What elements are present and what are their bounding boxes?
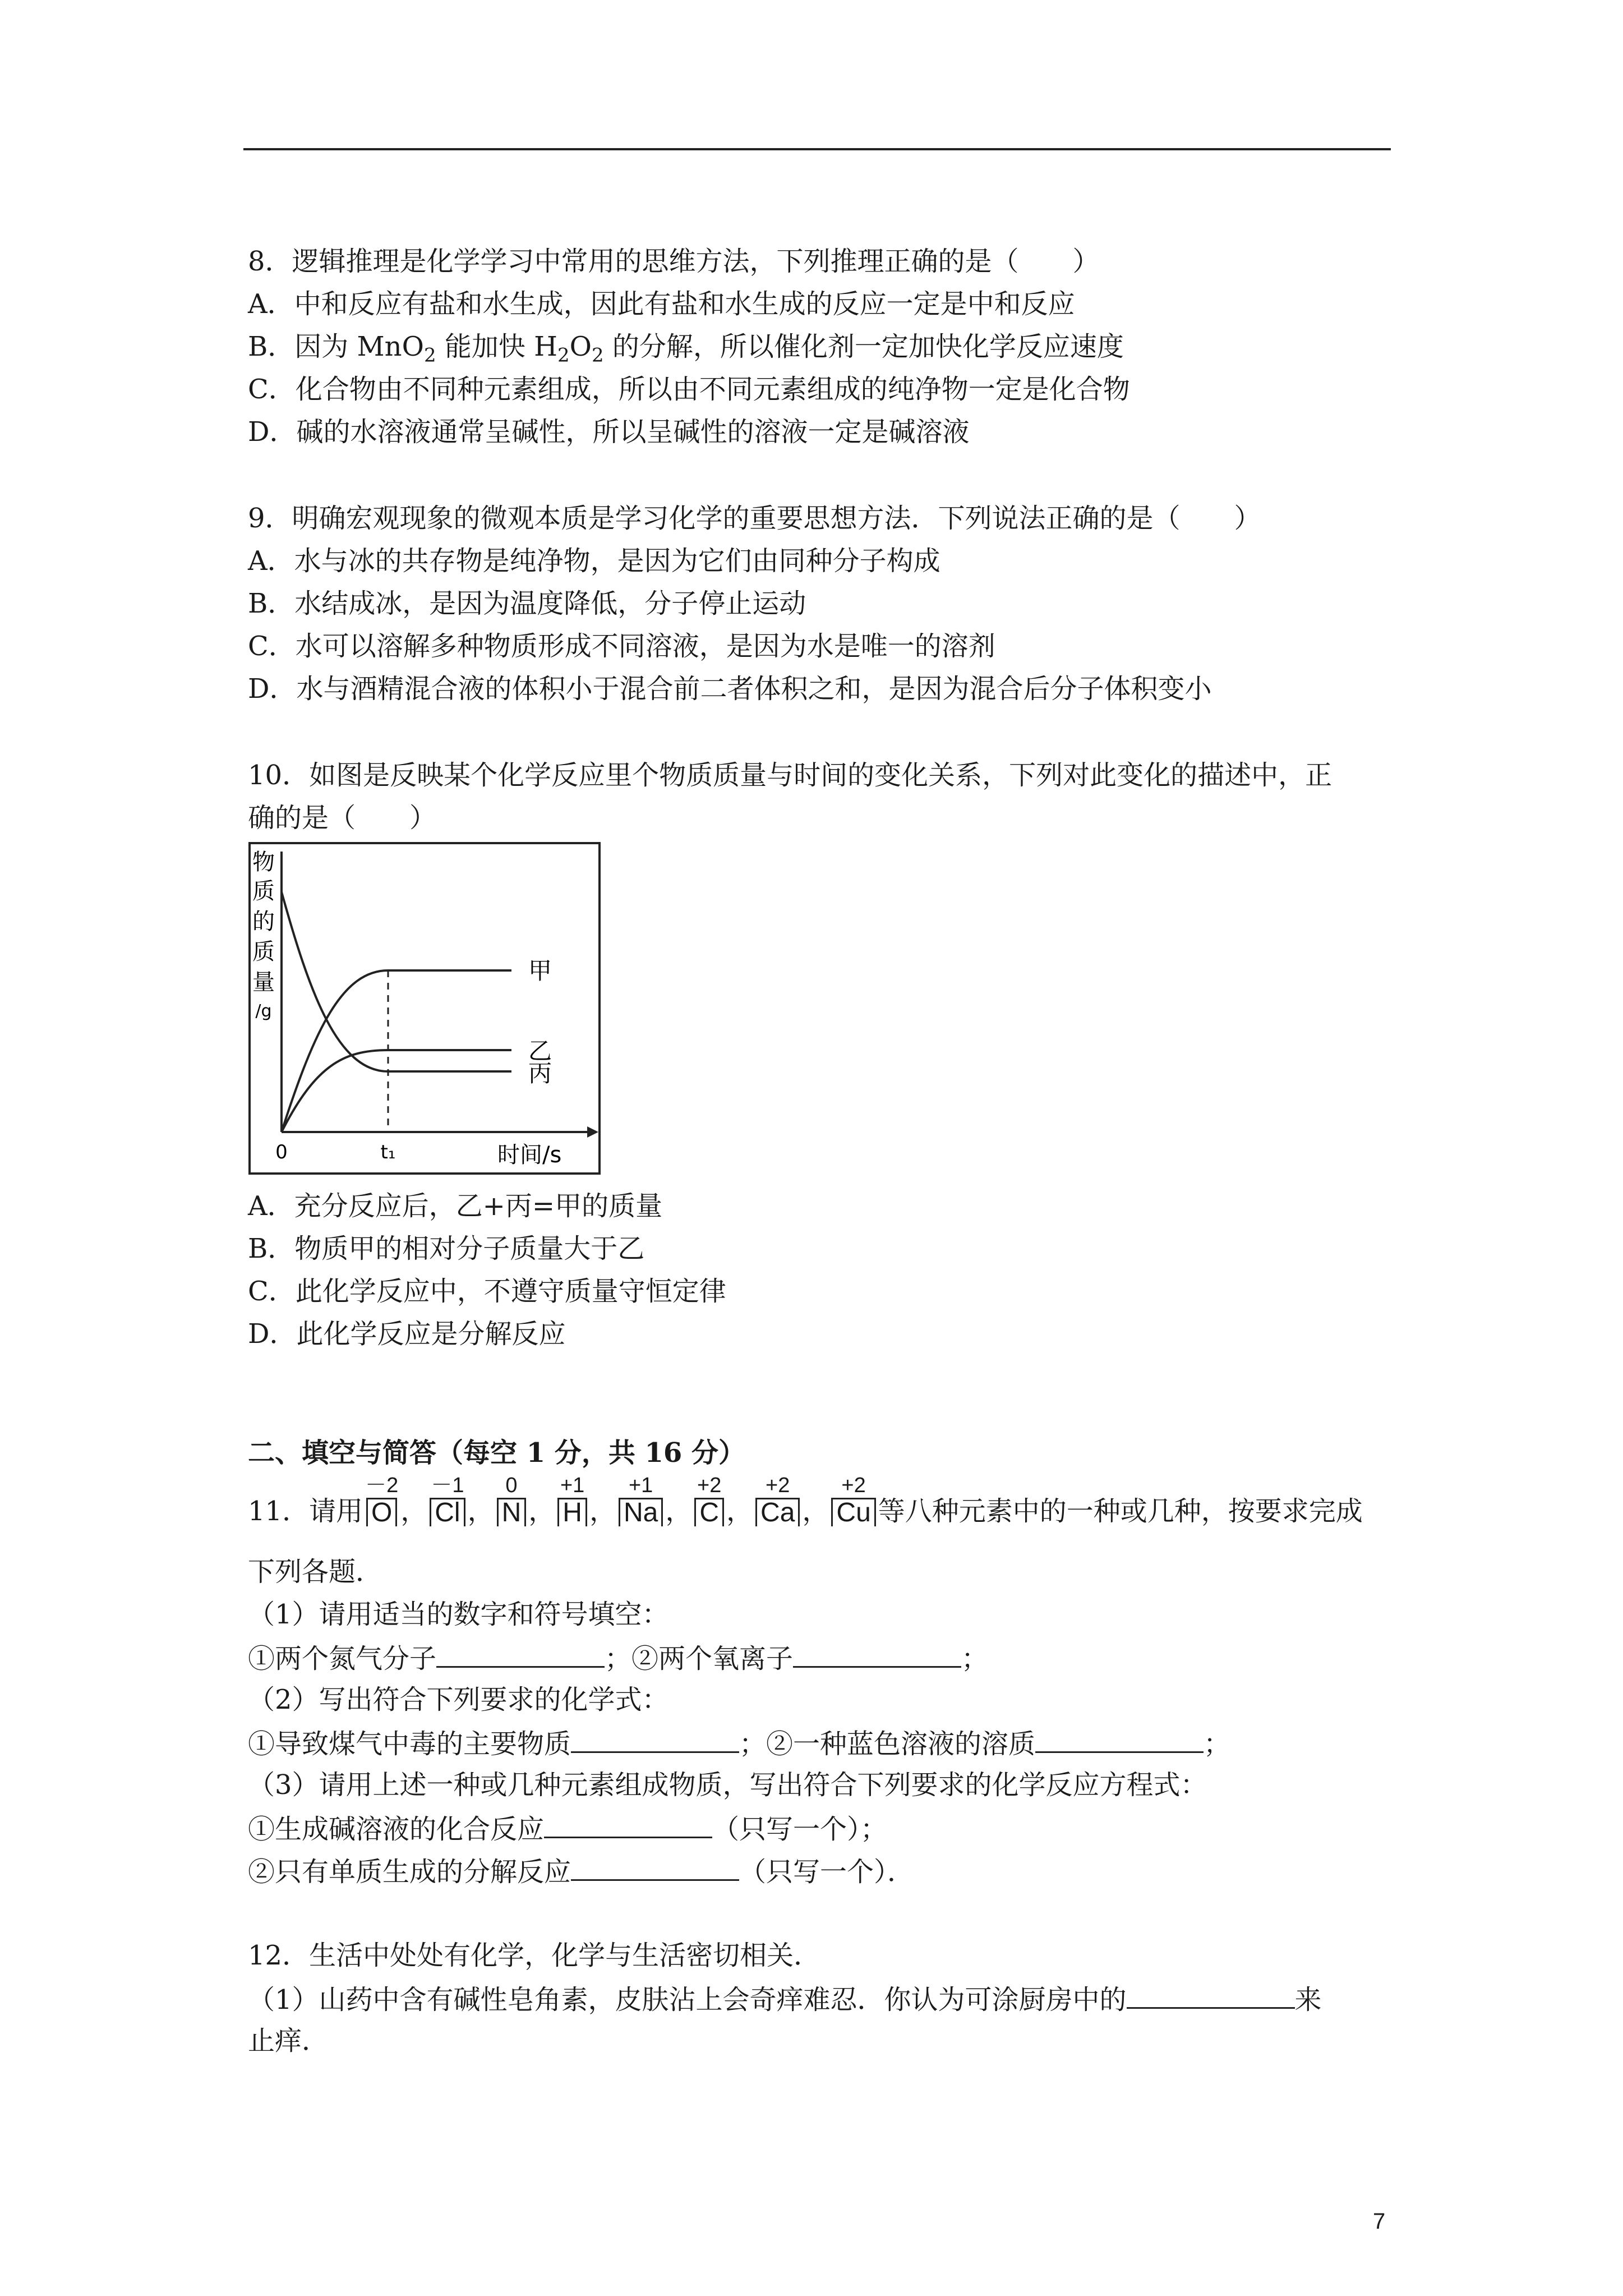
series-label-jia: 甲 [528,957,552,984]
q11-part3-b: ②只有单质生成的分解反应 （只写一个）． [248,1853,914,1889]
blank-combination-reaction[interactable] [544,1811,712,1838]
q10-stem-line2: 确的是（ ） [248,802,437,834]
origin-label: 0 [275,1141,288,1163]
blank-decomposition-reaction[interactable] [571,1853,739,1881]
ylabel-char-0: 物 [252,849,275,875]
element-o: －2 O [365,1474,399,1527]
q11-stem-line2: 下列各题． [248,1556,383,1588]
element-cu: +2 Cu [831,1474,875,1528]
series-label-bing: 丙 [528,1060,552,1087]
q10-option-b: B．物质甲的相对分子质量大于乙 [248,1233,645,1264]
element-h: +1 H [557,1474,587,1528]
q9-option-c: C．水可以溶解多种物质形成不同溶液，是因为水是唯一的溶剂 [248,631,995,662]
q9-option-d: D．水与酒精混合液的体积小于混合前二者体积之和，是因为混合后分子体积变小 [248,673,1212,705]
blank-two-nitrogen-molecules[interactable] [436,1640,605,1668]
q10-figure [248,841,601,1175]
blank-blue-solution-solute[interactable] [1035,1726,1204,1753]
q8-option-b: B．因为 MnO$_2$ 能加快 $H_2O_2$ 的分解，所以催化剂一定加快化学反应速度 [248,331,1124,367]
q11-part2: （2）写出符合下列要求的化学式： [248,1684,669,1715]
x-axis-arrow [587,1126,598,1138]
q11-part3: （3）请用上述一种或几种元素组成物质，写出符合下列要求的化学反应方程式： [248,1769,1207,1801]
q8-option-a: A．中和反应有盐和水生成，因此有盐和水生成的反应一定是中和反应 [248,288,1075,320]
q11-part2-items: ①导致煤气中毒的主要物质 ；②一种蓝色溶液的溶质 ； [248,1726,1230,1761]
q11-part1: （1）请用适当的数字和符号填空： [248,1599,669,1630]
blank-two-oxygen-ions[interactable] [793,1640,961,1668]
q12-stem: 12．生活中处处有化学，化学与生活密切相关． [248,1940,821,1971]
element-cl: －1 Cl [430,1474,465,1528]
blank-kitchen-item[interactable] [1127,1981,1295,2009]
t1-label: t₁ [380,1141,396,1163]
q9-option-a: A．水与冰的共存物是纯净物，是因为它们由同种分子构成 [248,545,940,577]
q10-option-a: A．充分反应后，乙+丙=甲的质量 [248,1190,663,1222]
element-n: 0 N [497,1474,527,1528]
element-ca: +2 Ca [755,1474,800,1528]
curve-bing [282,892,511,1071]
element-c: +2 C [694,1474,724,1528]
page-number: 7 [1373,2209,1386,2234]
q8-option-c: C．化合物由不同种元素组成，所以由不同元素组成的纯净物一定是化合物 [248,374,1130,405]
figure-frame [250,843,600,1174]
ylabel-char-5: /g [255,1001,272,1021]
q11-stem-line1: 11．请用 －2 O ， －1 Cl ， 0 N ， +1 H ， +1 Na ， +2 C ， +2 Ca ， +2 Cu 等八种元素中的一种或几种，按要求完成 [248,1474,1363,1527]
ylabel-char-2: 的 [252,909,275,935]
ylabel-char-4: 量 [252,969,275,995]
ylabel-char-1: 质 [252,878,275,904]
section2-title: 二、填空与简答（每空 1 分，共 16 分） [248,1437,746,1469]
series-label-yi: 乙 [528,1037,552,1065]
element-na: +1 Na [619,1474,663,1528]
q11-part1-items: ①两个氮气分子 ；②两个氧离子 ； [248,1640,988,1676]
q9-option-b: B．水结成冰，是因为温度降低，分子停止运动 [248,588,806,619]
xlabel: 时间/s [497,1142,562,1168]
ylabel-char-3: 质 [252,939,275,965]
q12-part1: （1）山药中含有碱性皂角素，皮肤沾上会奇痒难忍．你认为可涂厨房中的 来 [248,1981,1322,2017]
q8-stem: 8．逻辑推理是化学学习中常用的思维方法，下列推理正确的是（ ） [248,246,1100,277]
blank-gas-poisoning-substance[interactable] [571,1726,739,1753]
q10-option-d: D．此化学反应是分解反应 [248,1318,566,1350]
curve-yi [282,1050,511,1132]
q10-option-c: C．此化学反应中，不遵守质量守恒定律 [248,1276,726,1307]
q8-option-d: D．碱的水溶液通常呈碱性，所以呈碱性的溶液一定是碱溶液 [248,416,970,448]
q12-part1-end: 止痒． [248,2025,329,2056]
q9-stem: 9．明确宏观现象的微观本质是学习化学的重要思想方法．下列说法正确的是（ ） [248,503,1261,534]
header-rule [243,148,1391,150]
q11-part3-a: ①生成碱溶液的化合反应 （只写一个）； [248,1811,887,1846]
q10-stem-line1: 10．如图是反映某个化学反应里个物质质量与时间的变化关系，下列对此变化的描述中，正 [248,760,1332,791]
